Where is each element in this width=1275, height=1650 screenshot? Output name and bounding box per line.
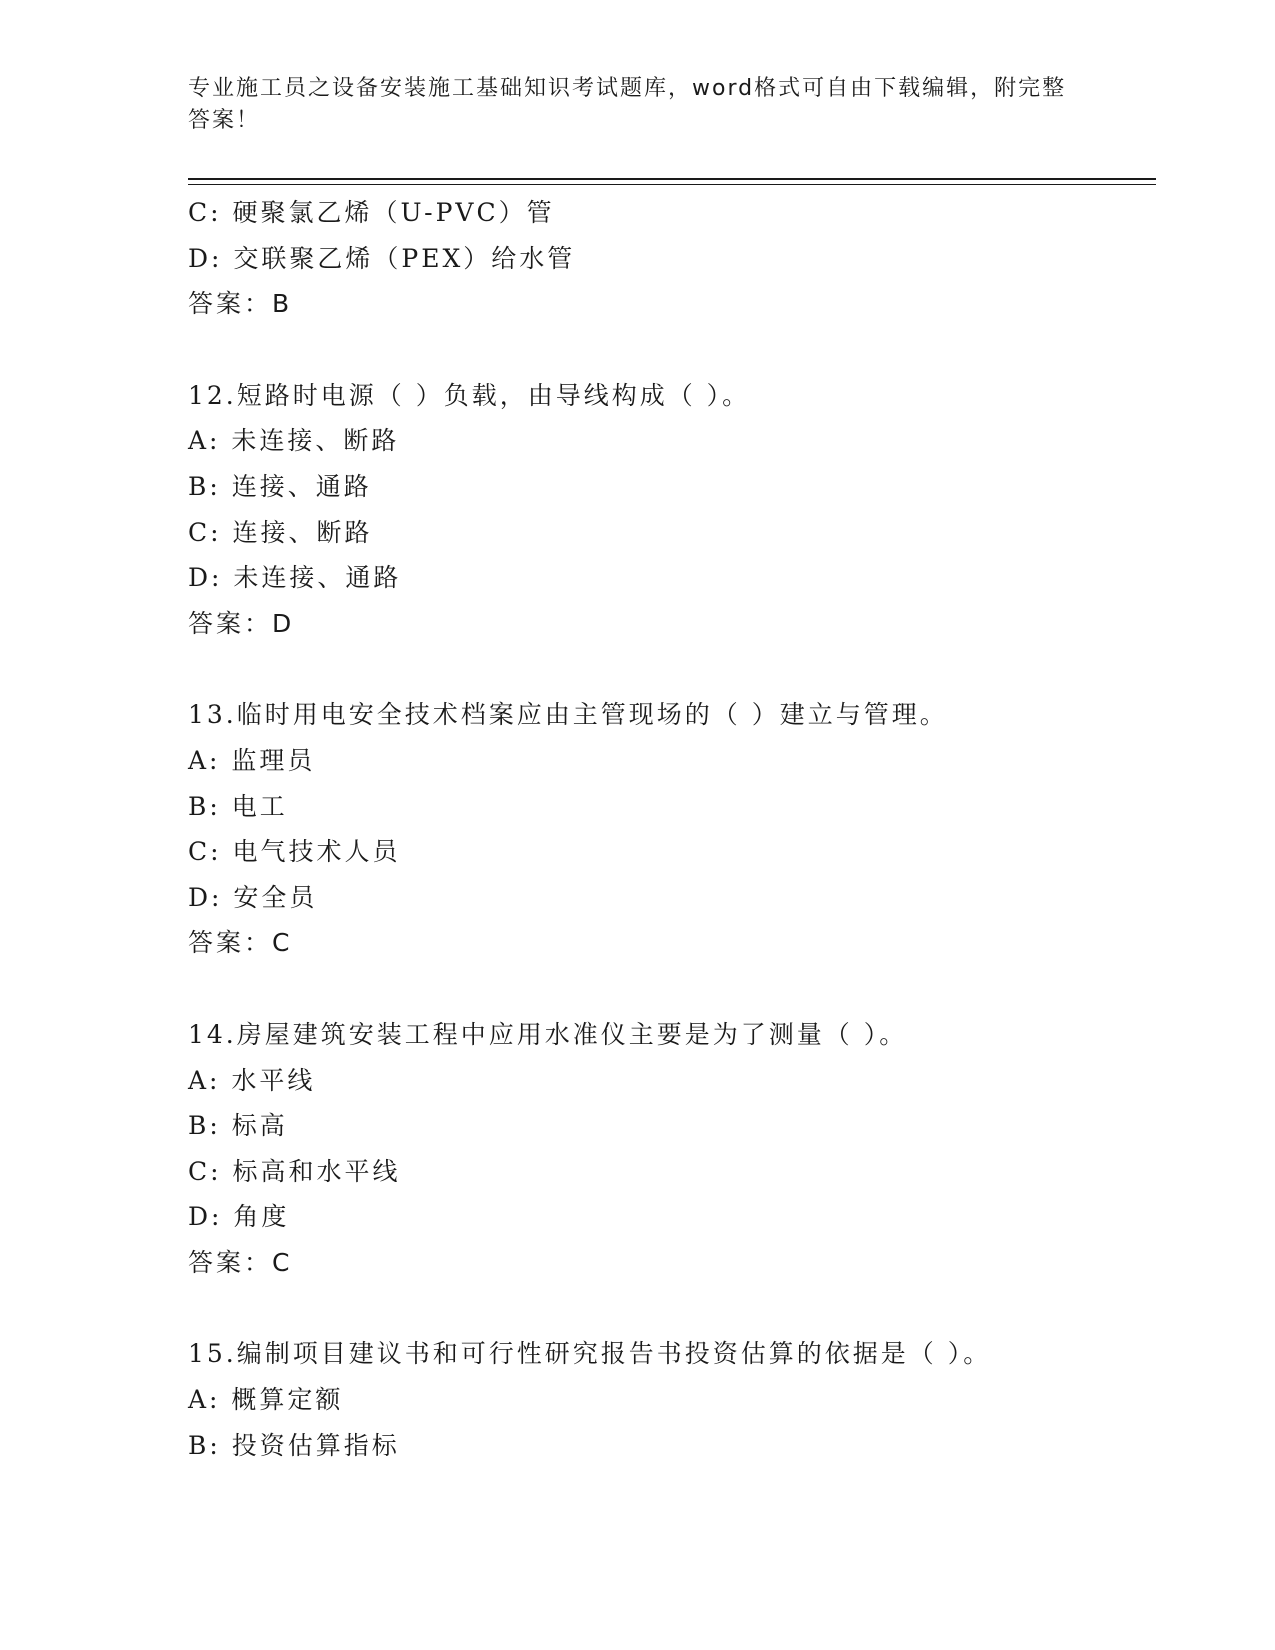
option-line: B: 电工 bbox=[188, 791, 288, 821]
option-line: D: 角度 bbox=[188, 1202, 290, 1232]
option-line: A: 监理员 bbox=[188, 745, 316, 775]
question-stem: 12.短路时电源（ ）负载，由导线构成（ ）。 bbox=[188, 380, 751, 410]
answer-line: 答案：B bbox=[188, 289, 293, 319]
question-stem: 15.编制项目建议书和可行性研究报告书投资估算的依据是（ ）。 bbox=[188, 1339, 992, 1369]
answer-line: 答案：C bbox=[188, 928, 293, 958]
option-line: C: 连接、断路 bbox=[188, 517, 373, 547]
option-line: C: 电气技术人员 bbox=[188, 837, 401, 867]
document-header: 专业施工员之设备安装施工基础知识考试题库，word格式可自由下载编辑，附完整答案！ bbox=[188, 76, 1067, 133]
option-line: B: 连接、通路 bbox=[188, 471, 372, 501]
spacer bbox=[188, 327, 1156, 373]
spacer bbox=[188, 646, 1156, 692]
option-line: D: 未连接、通路 bbox=[188, 563, 402, 593]
option-line: D: 交联聚乙烯（PEX）给水管 bbox=[188, 243, 576, 273]
answer-line: 答案：D bbox=[188, 608, 295, 638]
option-line: C: 标高和水平线 bbox=[188, 1156, 401, 1186]
question-stem: 13.临时用电安全技术档案应由主管现场的（ ）建立与管理。 bbox=[188, 700, 948, 730]
option-line: D: 安全员 bbox=[188, 882, 318, 912]
option-line: C: 硬聚氯乙烯（U-PVC）管 bbox=[188, 198, 555, 227]
question-stem: 14.房屋建筑安装工程中应用水准仪主要是为了测量（ ）。 bbox=[188, 1019, 908, 1049]
option-line: A: 未连接、断路 bbox=[188, 426, 400, 456]
option-line: B: 投资估算指标 bbox=[188, 1430, 400, 1460]
spacer bbox=[188, 966, 1156, 1012]
spacer bbox=[188, 1285, 1156, 1331]
question-list bbox=[188, 190, 1156, 1468]
option-line: A: 水平线 bbox=[188, 1065, 316, 1095]
option-line: A: 概算定额 bbox=[188, 1385, 344, 1415]
header-rule-thin bbox=[188, 184, 1156, 185]
answer-line: 答案：C bbox=[188, 1247, 293, 1277]
header-rule-thick bbox=[188, 178, 1156, 180]
option-line: B: 标高 bbox=[188, 1111, 288, 1141]
